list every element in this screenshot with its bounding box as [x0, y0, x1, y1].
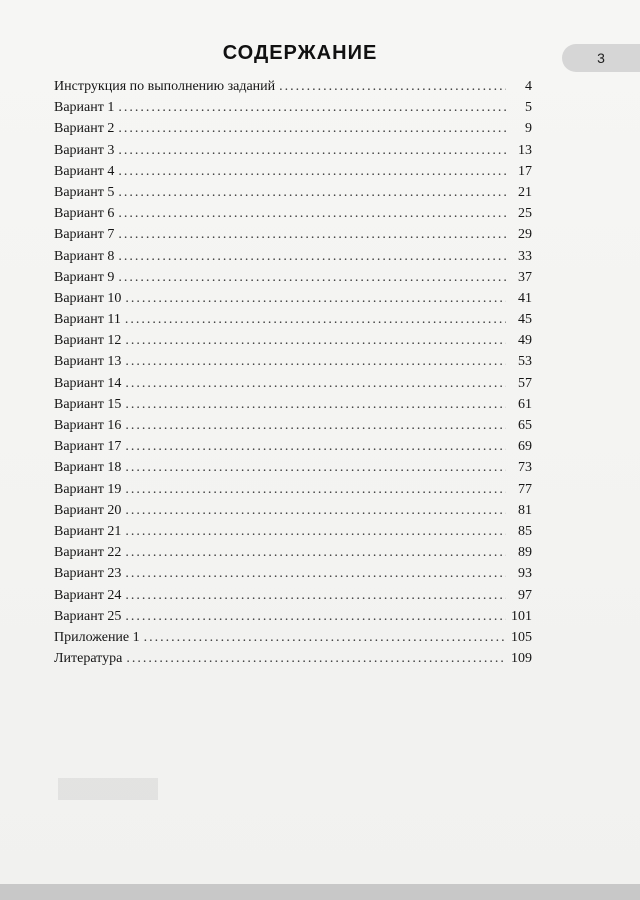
toc-entry-label: Вариант 2 — [54, 121, 115, 137]
toc-entry-label: Вариант 10 — [54, 290, 122, 306]
toc-entry[interactable] — [54, 97, 532, 118]
toc-entry-label: Вариант 25 — [54, 608, 122, 624]
toc-entry-page: 33 — [518, 248, 532, 264]
toc-entry-label: Вариант 18 — [54, 460, 122, 476]
toc-entry-label: Вариант 11 — [54, 312, 121, 328]
toc-leader-dots — [144, 627, 506, 648]
toc-entry[interactable] — [54, 457, 532, 478]
toc-leader-dots — [125, 373, 506, 394]
toc-entry-page: 109 — [511, 651, 532, 667]
toc-entry[interactable] — [54, 394, 532, 415]
toc-entry-page: 81 — [518, 502, 532, 518]
toc-leader-dots — [125, 415, 506, 436]
toc-leader-dots — [118, 203, 506, 224]
toc-entry-page: 101 — [511, 608, 532, 624]
toc-entry[interactable] — [54, 542, 532, 563]
toc-entry-label: Вариант 6 — [54, 206, 115, 222]
toc-entry-page: 21 — [518, 184, 532, 200]
page-number: 3 — [597, 50, 605, 66]
toc-leader-dots — [118, 140, 506, 161]
toc-leader-dots — [118, 118, 506, 139]
show-through-block — [58, 778, 158, 800]
toc-entry[interactable] — [54, 500, 532, 521]
toc-entry-label: Вариант 15 — [54, 396, 122, 412]
toc-leader-dots — [126, 648, 506, 669]
toc-entry-label: Вариант 14 — [54, 375, 122, 391]
toc-leader-dots — [125, 309, 506, 330]
toc-entry-label: Вариант 7 — [54, 227, 115, 243]
toc-entry-page: 61 — [518, 396, 532, 412]
toc-entry-page: 17 — [518, 163, 532, 179]
toc-entry-page: 97 — [518, 587, 532, 603]
page-title: СОДЕРЖАНИЕ — [222, 42, 378, 64]
toc-entry-label: Вариант 5 — [54, 184, 115, 200]
toc-leader-dots — [118, 161, 506, 182]
toc-entry[interactable] — [54, 161, 532, 182]
toc-leader-dots — [125, 394, 506, 415]
toc-entry-label: Вариант 1 — [54, 100, 115, 116]
toc-entry[interactable] — [54, 140, 532, 161]
toc-entry-label: Вариант 19 — [54, 481, 122, 497]
toc-entry-page: 41 — [518, 290, 532, 306]
toc-leader-dots — [118, 97, 506, 118]
toc-leader-dots — [125, 563, 506, 584]
toc-leader-dots — [118, 267, 506, 288]
toc-entry-label: Вариант 9 — [54, 269, 115, 285]
toc-entry[interactable] — [54, 224, 532, 245]
toc-leader-dots — [125, 585, 506, 606]
toc-leader-dots — [118, 224, 506, 245]
toc-entry-page: 77 — [518, 481, 532, 497]
toc-entry[interactable] — [54, 182, 532, 203]
toc-entry-page: 9 — [525, 121, 532, 137]
toc-entry-label: Литература — [54, 651, 123, 667]
toc-entry-page: 85 — [518, 523, 532, 539]
toc-leader-dots — [125, 500, 506, 521]
toc-entry[interactable] — [54, 415, 532, 436]
toc-leader-dots — [118, 182, 506, 203]
toc-entry-page: 65 — [518, 418, 532, 433]
toc-leader-dots — [125, 521, 506, 542]
toc-entry-page: 5 — [525, 100, 532, 116]
toc-entry[interactable] — [54, 563, 532, 584]
toc-entry-page: 25 — [518, 206, 532, 222]
toc-entry-page: 89 — [518, 545, 532, 561]
toc-leader-dots — [125, 479, 506, 500]
toc-entry[interactable] — [54, 203, 532, 224]
toc-entry[interactable] — [54, 76, 532, 97]
show-through-text — [56, 760, 556, 775]
toc-leader-dots — [118, 246, 506, 267]
toc-entry[interactable] — [54, 309, 532, 330]
toc-entry-label: Вариант 17 — [54, 439, 122, 455]
toc-leader-dots — [125, 330, 506, 351]
toc-entry-page: 4 — [525, 79, 532, 94]
toc-entry[interactable] — [54, 585, 532, 606]
toc-entry-page: 53 — [518, 354, 532, 370]
toc-entry[interactable] — [54, 288, 532, 309]
toc-entry-page: 49 — [518, 333, 532, 349]
table-of-contents — [54, 76, 532, 669]
toc-entry-page: 45 — [518, 312, 532, 328]
toc-entry-label: Вариант 13 — [54, 354, 122, 370]
toc-leader-dots — [125, 436, 506, 457]
toc-entry-page: 105 — [511, 629, 532, 645]
toc-entry-label: Вариант 16 — [54, 418, 122, 433]
toc-entry-page: 69 — [518, 439, 532, 455]
toc-entry[interactable] — [54, 246, 532, 267]
toc-entry-page: 93 — [518, 566, 532, 582]
toc-leader-dots — [125, 542, 506, 563]
toc-entry-label: Вариант 20 — [54, 502, 122, 518]
toc-entry-label: Вариант 8 — [54, 248, 115, 264]
toc-entry-label: Инструкция по выполнению заданий — [54, 79, 276, 94]
toc-leader-dots — [125, 351, 506, 372]
toc-entry[interactable] — [54, 606, 532, 627]
toc-entry-label: Вариант 24 — [54, 587, 122, 603]
toc-entry[interactable] — [54, 373, 532, 394]
toc-entry-label: Вариант 3 — [54, 142, 115, 158]
toc-entry-page: 13 — [518, 142, 532, 158]
toc-entry[interactable] — [54, 351, 532, 372]
toc-entry[interactable] — [54, 436, 532, 457]
toc-entry[interactable] — [54, 648, 532, 669]
toc-entry[interactable] — [54, 479, 532, 500]
toc-entry-label: Вариант 12 — [54, 333, 122, 349]
toc-entry-page: 29 — [518, 227, 532, 243]
page-bottom-edge — [0, 884, 640, 900]
toc-leader-dots — [125, 606, 506, 627]
toc-leader-dots — [279, 76, 506, 97]
toc-entry-page: 57 — [518, 375, 532, 391]
toc-leader-dots — [125, 288, 506, 309]
toc-entry-page: 73 — [518, 460, 532, 476]
toc-entry[interactable] — [54, 118, 532, 139]
toc-entry-label: Вариант 23 — [54, 566, 122, 582]
toc-entry-page: 37 — [518, 269, 532, 285]
toc-entry-label: Приложение 1 — [54, 629, 140, 645]
toc-entry[interactable] — [54, 521, 532, 542]
toc-entry[interactable] — [54, 330, 532, 351]
toc-entry[interactable] — [54, 267, 532, 288]
toc-leader-dots — [125, 457, 506, 478]
toc-entry-label: Вариант 4 — [54, 163, 115, 179]
toc-entry-label: Вариант 22 — [54, 545, 122, 561]
toc-entry-label: Вариант 21 — [54, 523, 122, 539]
toc-entry[interactable] — [54, 627, 532, 648]
